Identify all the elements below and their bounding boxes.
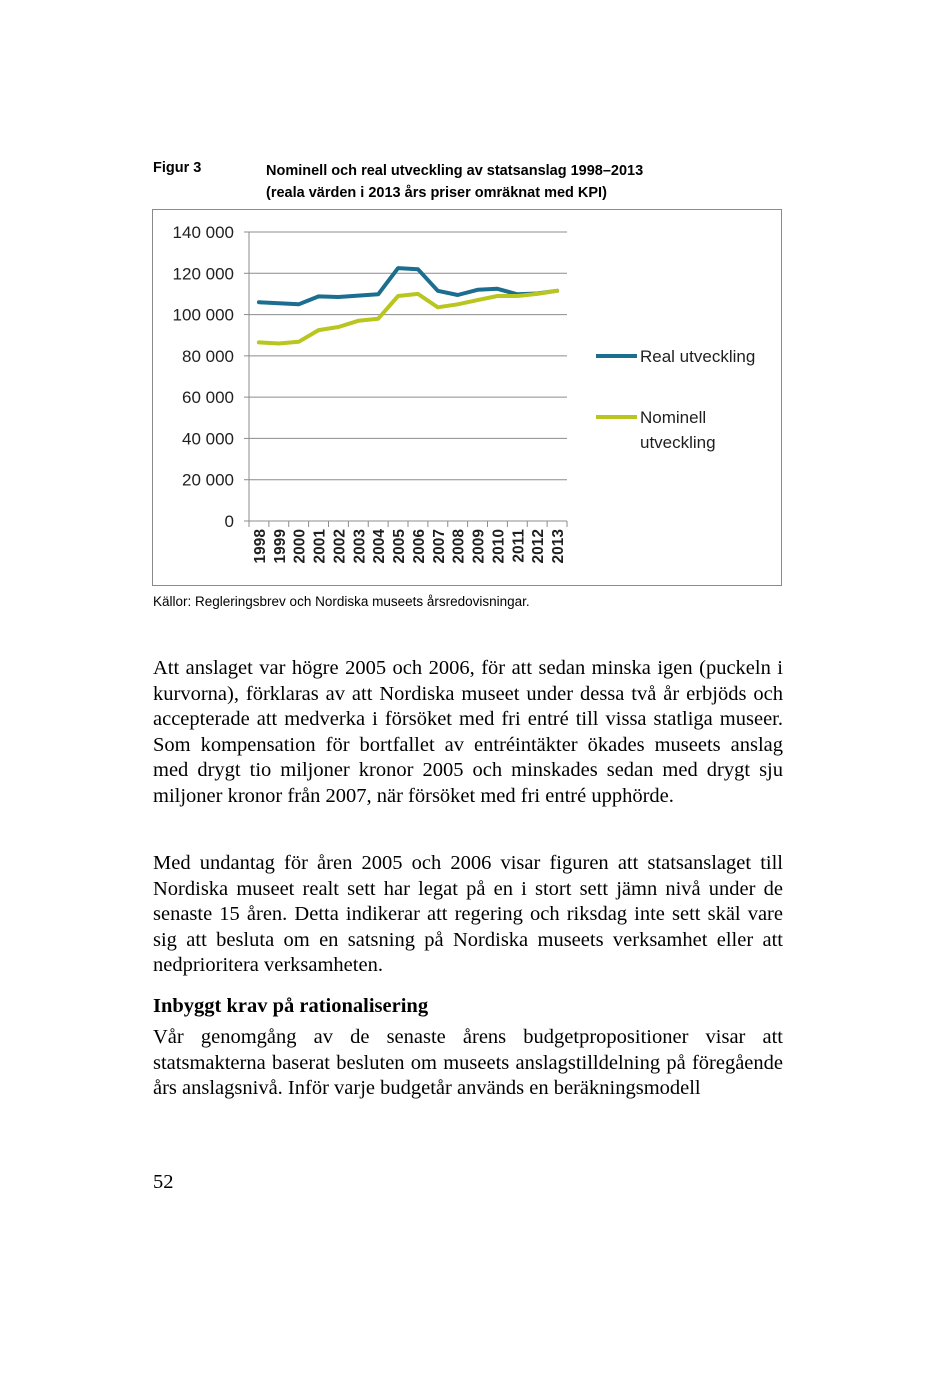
x-tick-label: 2010	[490, 529, 508, 564]
paragraph-3: Vår genomgång av de senaste årens budgetpropositioner visar att statsmakterna baserat besluten om museets anslagstilldelning på föregående års anslagsnivå. Inför varje budgetår används en beräkningsmodell	[153, 1026, 783, 1100]
chart-frame	[152, 209, 782, 586]
series-line-nominal	[259, 291, 557, 344]
y-tick-label: 40 000	[182, 429, 234, 449]
legend-label-real: Real utveckling	[640, 347, 756, 366]
y-tick-label: 140 000	[172, 223, 234, 242]
x-tick-label: 2008	[450, 529, 468, 564]
y-tick-label: 20 000	[182, 470, 234, 490]
y-tick-label: 80 000	[182, 346, 234, 366]
x-tick-label: 2013	[550, 529, 568, 564]
figure-title-line1: Nominell och real utveckling av statsanslag 1998–2013	[266, 163, 644, 179]
page-number: 52	[153, 1171, 174, 1193]
figure-source: Källor: Regleringsbrev och Nordiska museets årsredovisningar.	[153, 594, 530, 609]
x-tick-label: 2005	[391, 529, 409, 564]
paragraph-1: Att anslaget var högre 2005 och 2006, för att sedan minska igen (puckeln i kurvorna), förklaras av att Nordiska museet under dessa två år erbjöds och accepterade att medverka i försöket med fri entré till vissa statliga museer. Som kompensation för bortfallet av entréintäkter ökades museets anslag med drygt tio miljoner kronor 2005 och minskades sedan med drygt sju miljoner kronor från 2007, när försöket med fri entré upphörde.	[153, 657, 783, 807]
legend-label-nominal-line1: Nominell	[640, 408, 707, 427]
y-tick-label: 60 000	[182, 388, 234, 408]
section-heading: Inbyggt krav på rationalisering	[153, 995, 429, 1017]
x-tick-label: 2003	[351, 529, 369, 564]
paragraph-2: Med undantag för åren 2005 och 2006 visar figuren att statsanslaget till Nordiska museet realt sett har legat på en i stort sett jämn nivå under de senaste 15 åren. Detta indikerar att regering och riksdag inte sett skäl vare sig att besluta om en satsning på Nordiska museets verksamhet eller att nedprioritera verksamheten.	[153, 852, 783, 977]
x-tick-label: 2009	[470, 529, 488, 564]
x-tick-label: 2007	[430, 529, 448, 564]
x-tick-label: 2000	[291, 529, 309, 564]
legend-label-nominal-line2: utveckling	[640, 433, 716, 452]
figure-title	[266, 160, 786, 204]
x-tick-label: 2012	[530, 529, 548, 564]
line-chart	[153, 210, 781, 584]
figure-title-line2: (reala värden i 2013 års priser omräknat med KPI)	[266, 185, 607, 201]
x-tick-label: 2002	[331, 529, 349, 564]
x-tick-label: 2011	[510, 529, 528, 563]
x-tick-label: 2006	[410, 529, 428, 564]
x-tick-label: 2004	[371, 529, 389, 564]
x-tick-label: 2001	[311, 529, 329, 564]
x-tick-label: 1998	[251, 529, 269, 564]
y-tick-label: 100 000	[172, 305, 234, 325]
x-tick-label: 1999	[271, 529, 289, 564]
y-tick-label: 0	[224, 512, 234, 531]
y-tick-label: 120 000	[172, 264, 234, 284]
figure-label: Figur 3	[153, 160, 202, 176]
